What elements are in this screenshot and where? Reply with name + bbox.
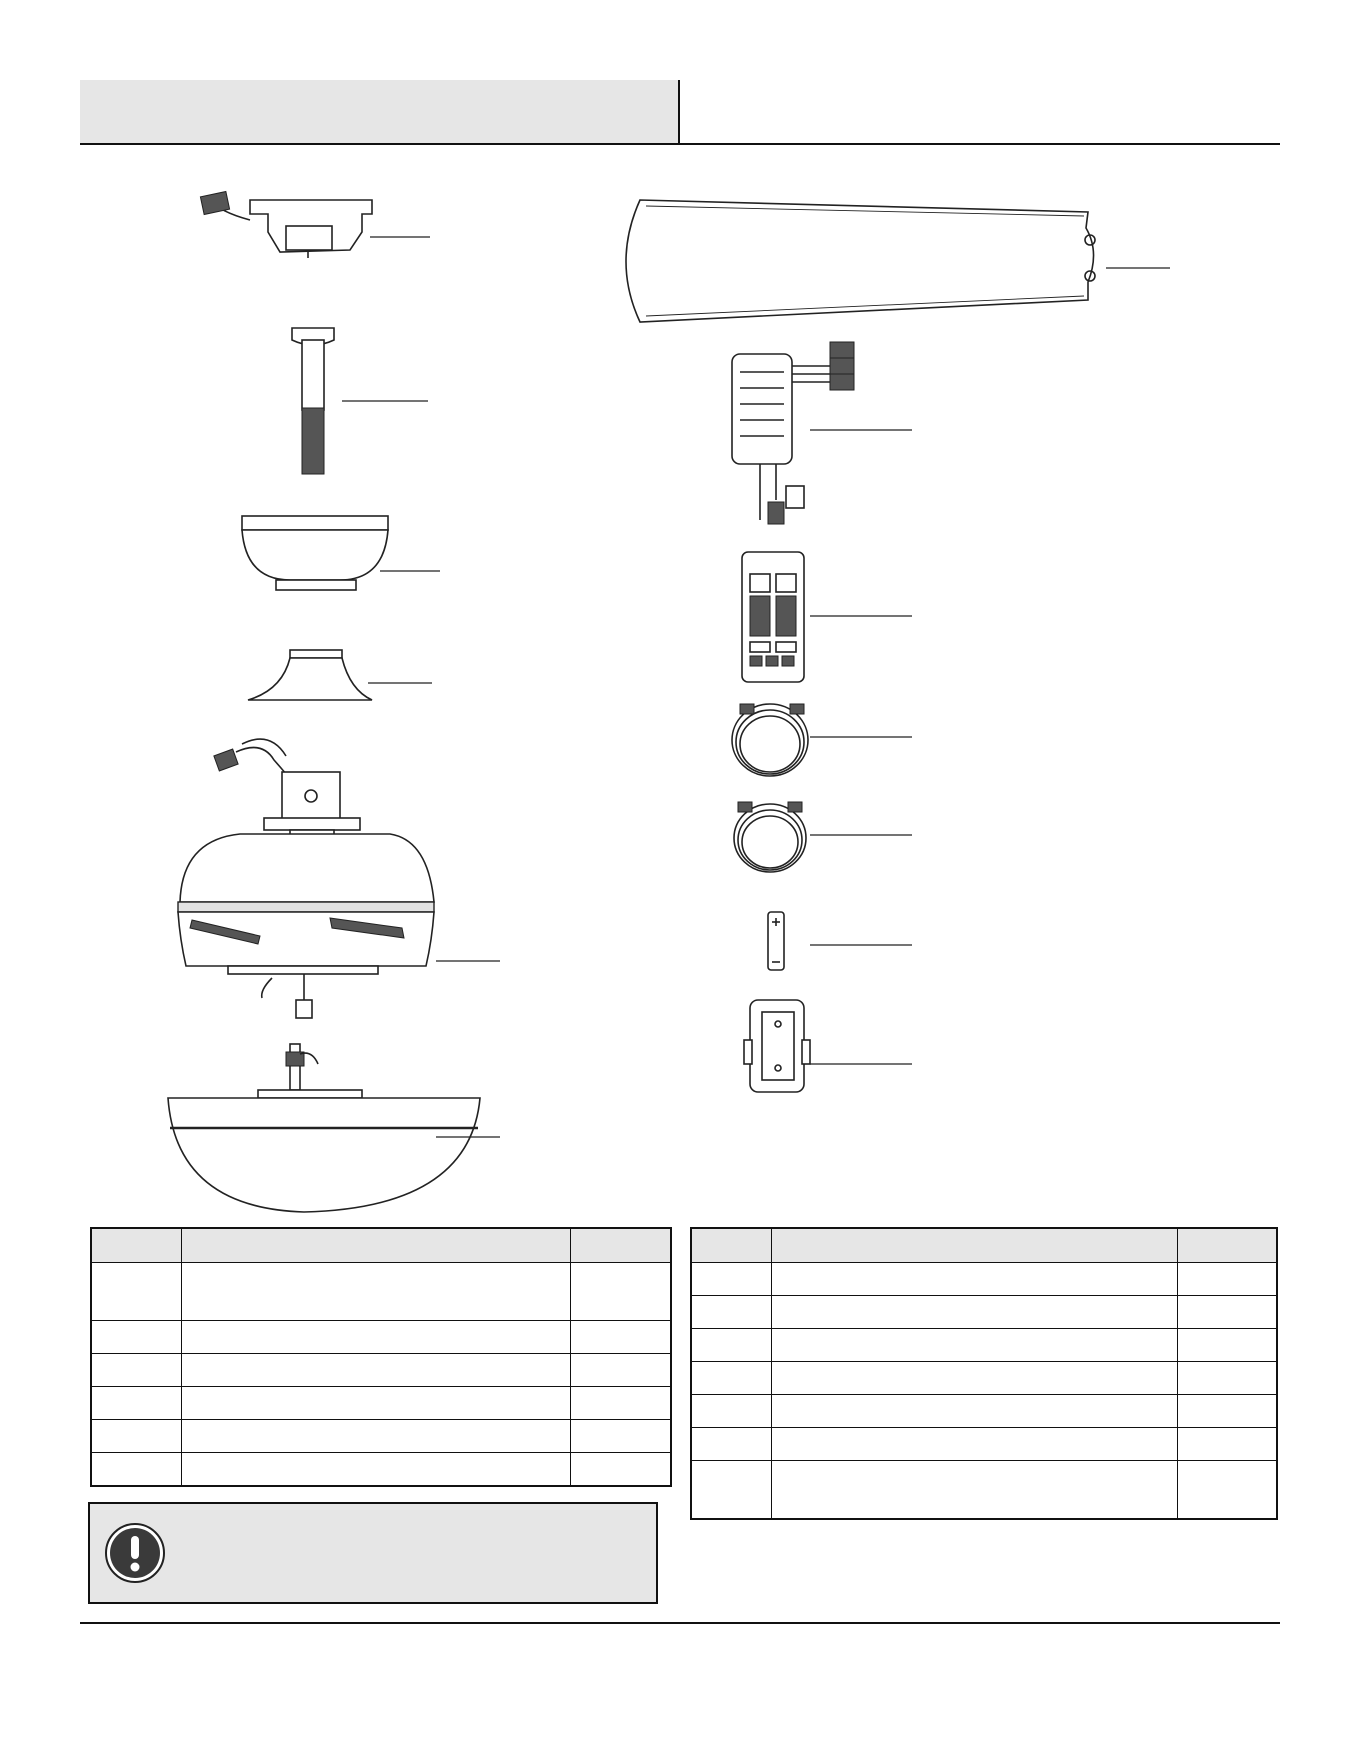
cell-part — [691, 1296, 772, 1329]
table-row — [91, 1453, 671, 1486]
table-row — [691, 1362, 1277, 1395]
table-row — [91, 1354, 671, 1387]
cell-description — [772, 1428, 1178, 1461]
parts-table-right — [690, 1227, 1278, 1520]
cell-description — [772, 1461, 1178, 1519]
table-header-row — [691, 1228, 1277, 1263]
cell-quantity — [1177, 1461, 1277, 1519]
table-row — [91, 1321, 671, 1354]
cell-quantity — [1177, 1362, 1277, 1395]
cell-part — [91, 1387, 182, 1420]
mounting-bracket-illustration — [200, 191, 430, 258]
cell-quantity — [1177, 1428, 1277, 1461]
cell-part — [691, 1329, 772, 1362]
battery-illustration — [768, 912, 912, 970]
canopy-illustration — [242, 516, 440, 590]
cell-quantity — [1177, 1263, 1277, 1296]
column-header-description — [772, 1228, 1178, 1263]
cell-quantity — [570, 1387, 671, 1420]
column-header-quantity — [1177, 1228, 1277, 1263]
cell-description — [182, 1453, 571, 1486]
parts-table-left — [90, 1227, 672, 1487]
column-header-part — [91, 1228, 182, 1263]
cell-part — [91, 1263, 182, 1321]
table-row — [691, 1428, 1277, 1461]
cell-part — [691, 1428, 772, 1461]
cell-quantity — [570, 1420, 671, 1453]
remote-holder-illustration — [744, 1000, 912, 1092]
cell-quantity — [570, 1354, 671, 1387]
cell-description — [772, 1395, 1178, 1428]
collar-cover-illustration — [248, 650, 432, 700]
warning-text — [186, 1524, 646, 1584]
cell-part — [91, 1420, 182, 1453]
cell-description — [772, 1296, 1178, 1329]
cell-part — [691, 1362, 772, 1395]
cell-part — [691, 1461, 772, 1519]
cell-description — [182, 1263, 571, 1321]
table-row — [691, 1395, 1277, 1428]
cell-quantity — [570, 1321, 671, 1354]
cell-quantity — [1177, 1395, 1277, 1428]
cell-part — [91, 1453, 182, 1486]
cell-description — [182, 1387, 571, 1420]
footer-rule — [80, 1622, 1280, 1624]
fan-blade-illustration — [626, 200, 1170, 322]
cell-description — [182, 1420, 571, 1453]
column-header-description — [182, 1228, 571, 1263]
motor-assembly-illustration — [178, 739, 500, 1018]
cell-part — [691, 1263, 772, 1296]
cell-description — [772, 1263, 1178, 1296]
table-row — [91, 1387, 671, 1420]
column-header-part — [691, 1228, 772, 1263]
cell-description — [182, 1321, 571, 1354]
column-header-quantity — [570, 1228, 671, 1263]
light-bowl-illustration — [168, 1044, 500, 1212]
table-row — [691, 1263, 1277, 1296]
cell-quantity — [570, 1453, 671, 1486]
table-row — [691, 1329, 1277, 1362]
cell-quantity — [1177, 1296, 1277, 1329]
table-row — [691, 1461, 1277, 1519]
cell-quantity — [1177, 1329, 1277, 1362]
receiver-illustration — [732, 342, 912, 524]
table-row — [91, 1263, 671, 1321]
warning-box — [88, 1502, 658, 1604]
cell-part — [91, 1354, 182, 1387]
wire-harness-coil-1-illustration — [732, 704, 912, 776]
wire-harness-coil-2-illustration — [734, 802, 912, 872]
cell-part — [91, 1321, 182, 1354]
cell-quantity — [570, 1263, 671, 1321]
cell-part — [691, 1395, 772, 1428]
table-row — [91, 1420, 671, 1453]
downrod-illustration — [292, 328, 428, 474]
table-header-row — [91, 1228, 671, 1263]
cell-description — [182, 1354, 571, 1387]
table-row — [691, 1296, 1277, 1329]
exclamation-circle-icon — [104, 1522, 166, 1584]
cell-description — [772, 1362, 1178, 1395]
cell-description — [772, 1329, 1178, 1362]
remote-control-illustration — [742, 552, 912, 682]
